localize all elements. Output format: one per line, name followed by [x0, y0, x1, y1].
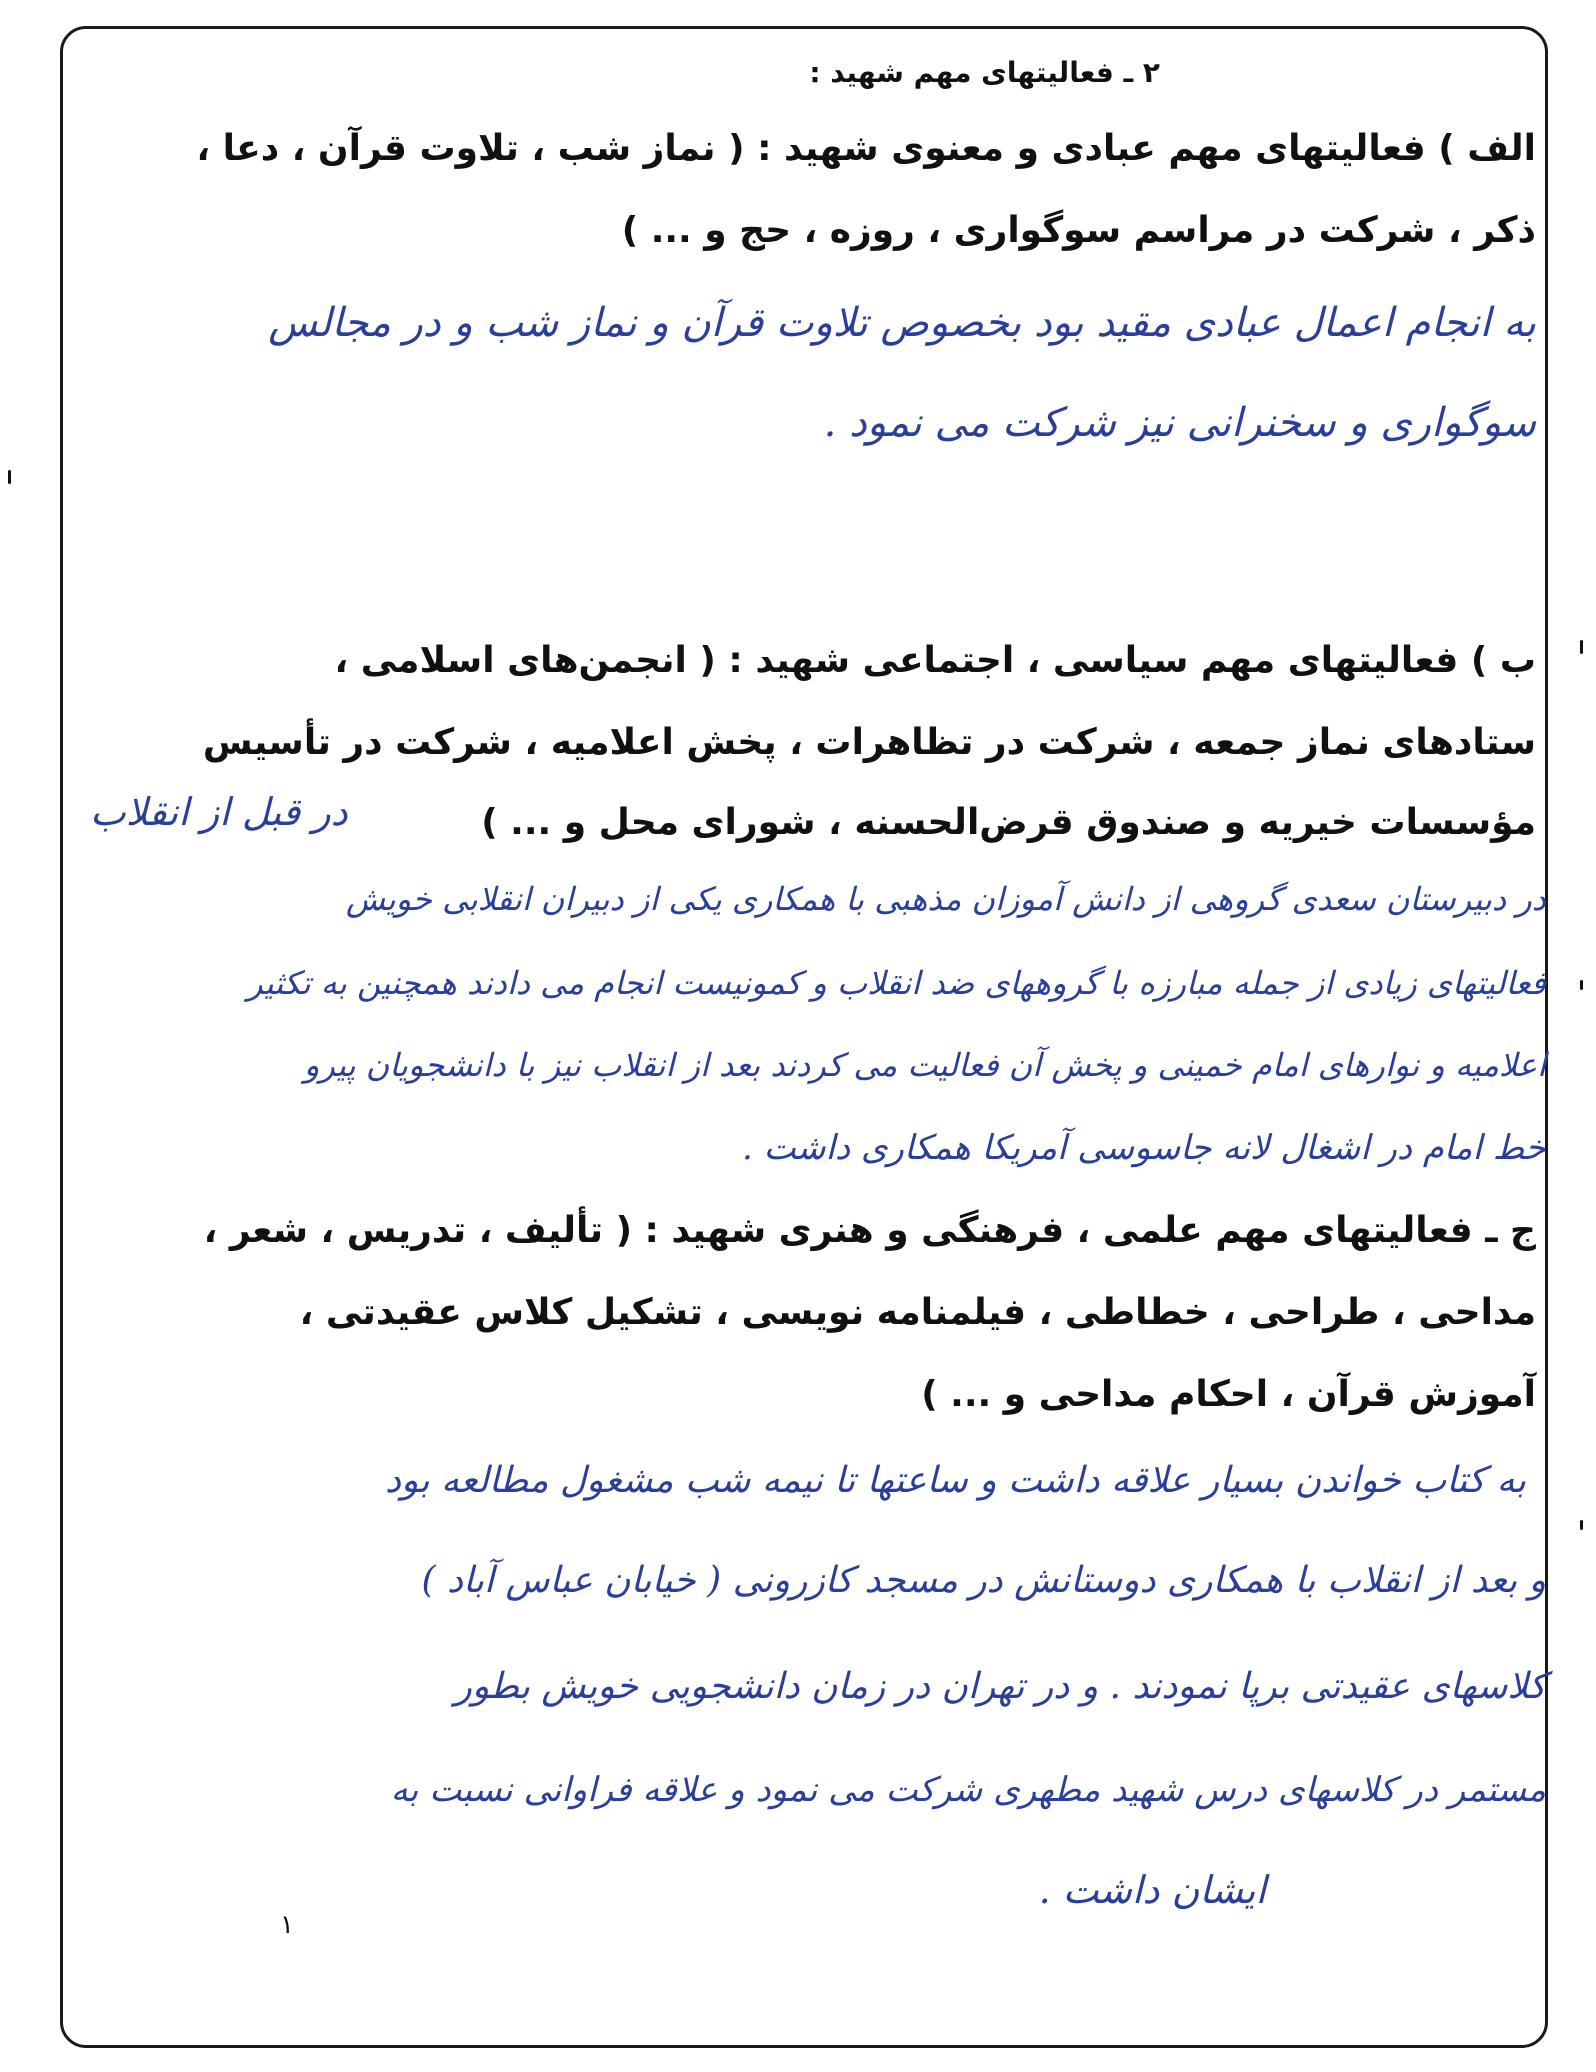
section-c-printed-line-2: مداحی ، طراحی ، خطاطی ، فیلمنامه نویسی ، تشکیل کلاس عقیدتی ،: [299, 1292, 1536, 1333]
section-b-printed-line-2: ستادهای نماز جمعه ، شرکت در تظاهرات ، پخش اعلامیه ، شرکت در تأسیس: [202, 722, 1536, 763]
section-a-handwritten-line-1: به انجام اعمال عبادی مقید بود بخصوص تلاوت قرآن و نماز شب و در مجالس: [268, 300, 1536, 346]
page-number: ۱: [280, 1910, 294, 1940]
section-c-handwritten-line-4: مستمر در کلاسهای درس شهید مطهری شرکت می نمود و علاقه فراوانی نسبت به: [390, 1770, 1546, 1810]
section-c-handwritten-line-1: به کتاب خواندن بسیار علاقه داشت و ساعتها تا نیمه شب مشغول مطالعه بود: [384, 1460, 1526, 1501]
section-b-handwritten-line-1: در دبیرستان سعدی گروهی از دانش آموزان مذهبی با همکاری یکی از دبیران انقلابی خویش: [345, 880, 1546, 918]
scan-mark: [8, 470, 11, 484]
scan-mark: [1580, 980, 1583, 990]
section-b-printed-line-1: ب ) فعالیتهای مهم سیاسی ، اجتماعی شهید : ( انجمن‌های اسلامی ،: [334, 640, 1536, 681]
section-c-handwritten-line-5: ایشان داشت .: [1038, 1868, 1266, 1912]
section-heading: ۲ ـ فعالیتهای مهم شهید :: [809, 56, 1160, 89]
section-b-handwritten-line-3: اعلامیه و نوارهای امام خمینی و پخش آن فعالیت می کردند بعد از انقلاب نیز با دانشجویان پیرو: [303, 1046, 1546, 1084]
scan-mark: [1580, 1520, 1583, 1530]
section-b-handwritten-line-2: فعالیتهای زیادی از جمله مبارزه با گروههای ضد انقلاب و کمونیست انجام می دادند همچنین به تکثیر: [247, 964, 1546, 1002]
section-c-handwritten-line-2: و بعد از انقلاب با همکاری دوستانش در مسجد کازرونی ( خیابان عباس آباد ): [421, 1560, 1546, 1601]
section-b-handwritten-inline: در قبل از انقلاب: [90, 790, 348, 834]
section-c-handwritten-line-3: کلاسهای عقیدتی برپا نمودند . و در تهران در زمان دانشجویی خویش بطور: [454, 1666, 1546, 1707]
section-b-printed-line-3: مؤسسات خیریه و صندوق قرض‌الحسنه ، شورای محل و ... ): [481, 802, 1536, 843]
section-c-printed-line-1: ج ـ فعالیتهای مهم علمی ، فرهنگی و هنری شهید : ( تألیف ، تدریس ، شعر ،: [203, 1210, 1536, 1251]
section-c-printed-line-3: آموزش قرآن ، احکام مداحی و ... ): [921, 1374, 1536, 1415]
section-b-handwritten-line-4: خط امام در اشغال لانه جاسوسی آمریکا همکاری داشت .: [742, 1128, 1546, 1168]
section-a-handwritten-line-2: سوگواری و سخنرانی نیز شرکت می نمود .: [823, 400, 1536, 446]
section-a-printed-line-1: الف ) فعالیتهای مهم عبادی و معنوی شهید : ( نماز شب ، تلاوت قرآن ، دعا ،: [196, 128, 1536, 169]
scan-mark: [1580, 640, 1583, 654]
section-a-printed-line-2: ذکر ، شرکت در مراسم سوگواری ، روزه ، حج و ... ): [621, 210, 1536, 251]
